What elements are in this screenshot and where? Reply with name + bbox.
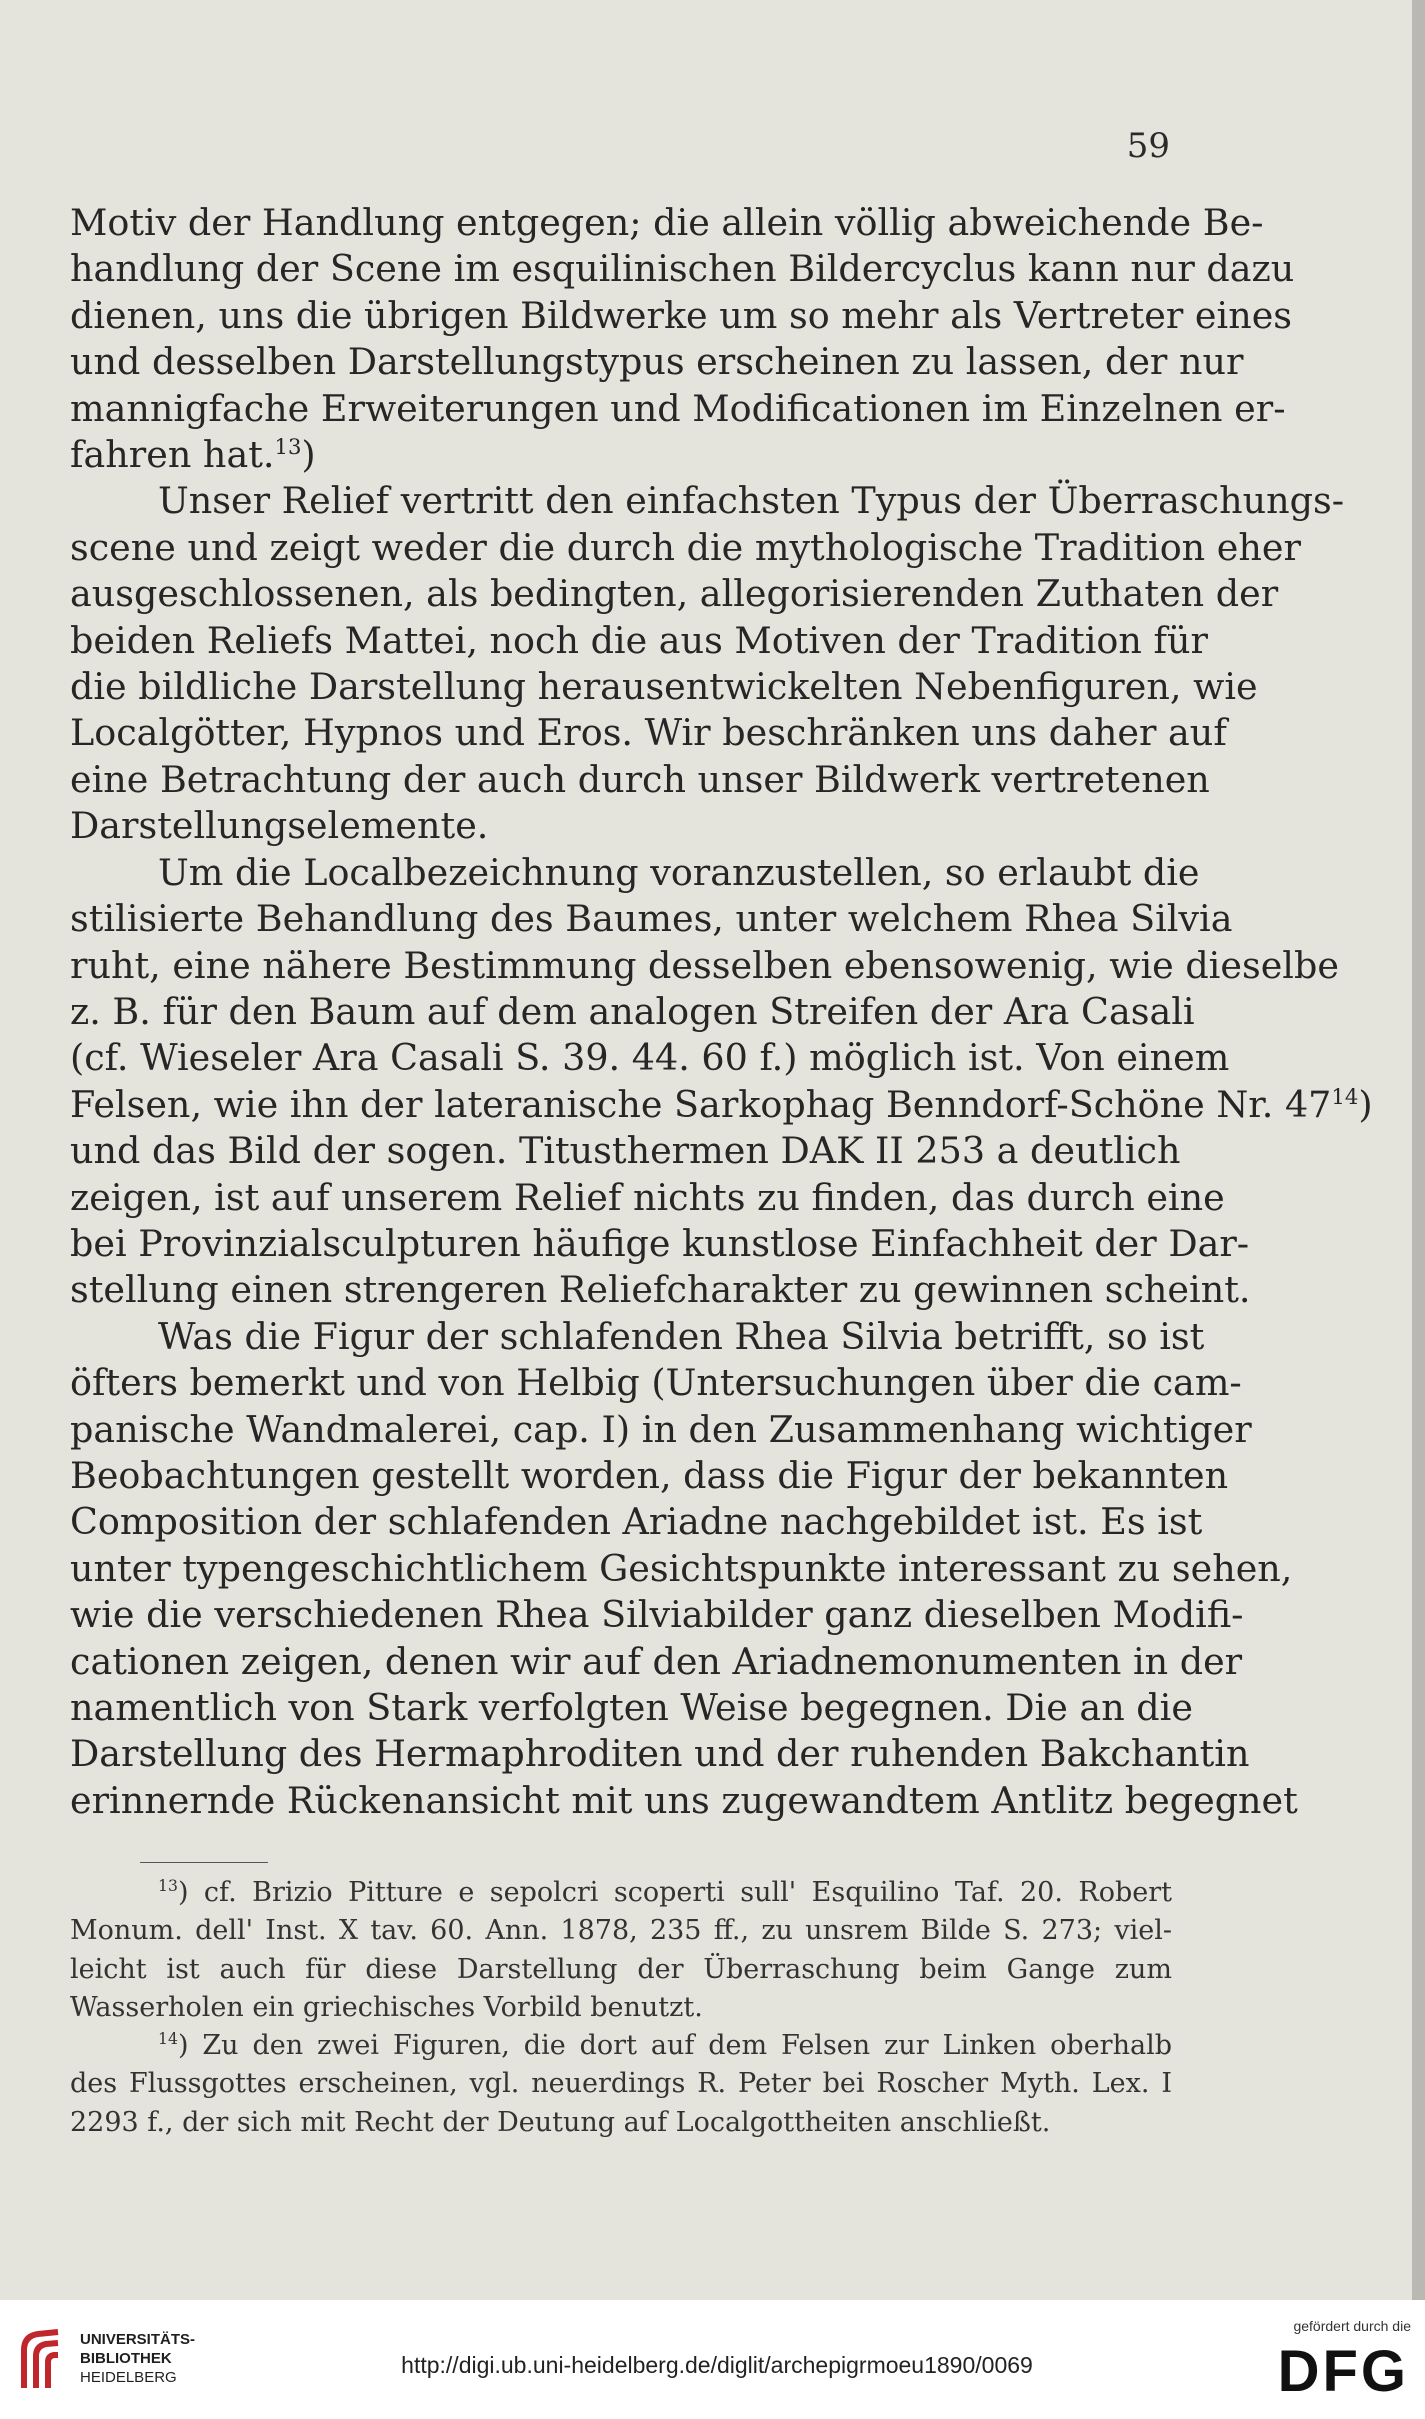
text-line	[70, 1360, 1242, 1406]
text-line	[70, 1639, 1243, 1685]
footnote-ref[interactable]: 13	[274, 433, 302, 459]
footnote-divider	[140, 1862, 268, 1863]
text-line	[70, 1592, 1244, 1638]
text-line-content: Darstellung des Hermaphroditen und der ruhenden Bakchantin	[70, 1732, 1250, 1776]
text-line	[70, 339, 1244, 385]
text-line-content: bei Provinzialsculpturen häufige kunstlose Einfachheit der Dar-	[70, 1221, 1250, 1265]
funded-by-label: gefördert durch die	[1293, 2318, 1411, 2334]
text-line-content: Localgötter, Hypnos und Eros. Wir beschränken uns daher auf	[70, 711, 1227, 755]
library-name-line: BIBLIOTHEK	[80, 2350, 172, 2367]
footnote-line	[70, 1989, 1172, 2027]
text-line	[70, 1082, 1373, 1128]
text-line-content: (cf. Wieseler Ara Casali S. 39. 44. 60 f.) möglich ist. Von einem	[70, 1036, 1230, 1080]
text-line-content: und desselben Darstellungstypus erscheinen zu lassen, der nur	[70, 340, 1244, 384]
library-name-line: UNIVERSITÄTS-	[80, 2331, 196, 2348]
text-line-content: und das Bild der sogen. Titusthermen DAK II 253 a deutlich	[70, 1129, 1181, 1173]
footnote-line-content: ) cf. Brizio Pitture e sepolcri scoperti sull' Esquilino Taf. 20. Robert	[177, 1877, 1172, 1908]
text-line	[70, 896, 1233, 942]
text-line	[70, 432, 1172, 478]
text-line	[70, 386, 1286, 432]
footnote-line-content: Monum. dell' Inst. X tav. 60. Ann. 1878, 235 ff., zu unsrem Bilde S. 273; viel-	[70, 1915, 1172, 1947]
text-line-content: dienen, uns die übrigen Bildwerke um so mehr als Vertreter eines	[70, 293, 1293, 337]
text-line-content: wie die verschiedenen Rhea Silviabilder ganz dieselben Modifi-	[70, 1593, 1244, 1637]
footnote-line-content: des Flussgottes erscheinen, vgl. neuerdings R. Peter bei Roscher Myth. Lex. I	[70, 2068, 1172, 2100]
footnote-number: 14	[158, 2029, 178, 2049]
text-line	[70, 664, 1258, 710]
text-line	[70, 943, 1339, 989]
footnote-number: 13	[158, 1876, 178, 1895]
text-line	[70, 757, 1210, 803]
footnotes	[70, 1874, 1172, 2142]
text-line-content: Darstellungselemente.	[70, 804, 489, 848]
text-line-content: stilisierte Behandlung des Baumes, unter welchem Rhea Silvia	[70, 897, 1233, 941]
text-line-content: fahren hat.	[70, 433, 275, 477]
text-line-content: namentlich von Stark verfolgten Weise begegnen. Die an die	[70, 1686, 1193, 1729]
footnote-line	[70, 1912, 1172, 1950]
footnote-ref-paren: )	[301, 433, 316, 477]
text-line-content: Felsen, wie ihn der lateranische Sarkophag Benndorf-Schöne Nr. 47	[70, 1082, 1332, 1126]
text-line-content: öfters bemerkt und von Helbig (Untersuchungen über die cam-	[70, 1361, 1242, 1405]
text-line	[70, 1035, 1230, 1081]
text-line-content: zeigen, ist auf unserem Relief nichts zu finden, das durch eine	[70, 1175, 1225, 1219]
text-line	[70, 989, 1195, 1035]
text-line-content: ausgeschlossenen, als bedingten, allegorisierenden Zuthaten der	[70, 572, 1279, 616]
text-line-content: erinnernde Rückenansicht mit uns zugewandtem Antlitz begegnet	[70, 1778, 1298, 1822]
text-line	[70, 1314, 1205, 1360]
footnote-line-content: leicht ist auch für diese Darstellung der Überraschung beim Gange zum	[70, 1953, 1172, 1985]
text-line	[70, 1731, 1250, 1777]
text-line-content: Beobachtungen gestellt worden, dass die Figur der bekannten	[70, 1453, 1229, 1497]
text-line	[70, 850, 1200, 896]
text-line-content: stellung einen strengeren Reliefcharakter zu gewinnen scheint.	[70, 1268, 1251, 1312]
page-edge	[1412, 0, 1425, 2300]
library-logo-icon	[18, 2328, 64, 2394]
text-line-content: panische Wandmalerei, cap. I) in den Zusammenhang wichtiger	[70, 1407, 1252, 1451]
text-line	[70, 1685, 1193, 1731]
text-line	[70, 200, 1264, 246]
text-line	[70, 525, 1301, 571]
main-text	[70, 200, 1373, 1824]
text-line-content: unter typengeschichtlichem Gesichtspunkte interessant zu sehen,	[70, 1546, 1293, 1590]
footnote-line-content: Wasserholen ein griechisches Vorbild benutzt.	[70, 1991, 703, 2023]
text-line	[70, 571, 1279, 617]
text-line	[70, 1175, 1225, 1221]
text-line-content: Was die Figur der schlafenden Rhea Silvia betrifft, so ist	[158, 1314, 1205, 1358]
text-line	[70, 246, 1295, 292]
text-line	[70, 478, 1345, 524]
text-line-content: ruht, eine nähere Bestimmung desselben ebensowenig, wie dieselbe	[70, 943, 1339, 987]
text-line-content: Unser Relief vertritt den einfachsten Typus der Überraschungs-	[158, 479, 1345, 523]
text-line	[70, 1407, 1252, 1453]
library-name	[80, 2330, 195, 2387]
footnote-line	[70, 2065, 1172, 2103]
text-line	[70, 1221, 1250, 1267]
text-line-content: handlung der Scene im esquilinischen Bildercyclus kann nur dazu	[70, 247, 1295, 291]
text-line-content: eine Betrachtung der auch durch unser Bildwerk vertretenen	[70, 757, 1210, 801]
text-line-content: beiden Reliefs Mattei, noch die aus Motiven der Tradition für	[70, 618, 1208, 662]
dfg-logo: DFG	[1277, 2339, 1409, 2404]
text-line	[70, 293, 1293, 339]
text-line	[70, 1128, 1181, 1174]
library-name-line: HEIDELBERG	[80, 2369, 177, 2386]
footnote-line-content: ) Zu den zwei Figuren, die dort auf dem Felsen zur Linken oberhalb	[177, 2030, 1172, 2062]
footnote-line	[70, 1951, 1172, 1989]
text-line	[70, 1499, 1203, 1545]
footnote-line	[70, 1874, 1172, 1912]
text-line	[70, 1453, 1229, 1499]
text-line-content: Um die Localbezeichnung voranzustellen, so erlaubt die	[158, 850, 1200, 894]
permalink-url[interactable]: http://digi.ub.uni-heidelberg.de/diglit/archepigrmoeu1890/0069	[401, 2352, 1033, 2378]
text-line-content: Motiv der Handlung entgegen; die allein völlig abweichende Be-	[70, 201, 1264, 244]
text-line	[70, 710, 1227, 756]
footnote-ref-paren: )	[1358, 1082, 1373, 1126]
footer-bar	[0, 2300, 1425, 2419]
text-line	[70, 618, 1208, 664]
text-line	[70, 1267, 1251, 1313]
text-line-content: z. B. für den Baum auf dem analogen Streifen der Ara Casali	[70, 989, 1195, 1033]
text-line-content: scene und zeigt weder die durch die mythologische Tradition eher	[70, 525, 1301, 569]
text-line-content: mannigfache Erweiterungen und Modificationen im Einzelnen er-	[70, 386, 1286, 430]
text-line	[70, 803, 1172, 849]
text-line-content: Composition der schlafenden Ariadne nachgebildet ist. Es ist	[70, 1500, 1203, 1544]
footnote-line	[70, 2104, 1172, 2142]
footnote-ref[interactable]: 14	[1331, 1083, 1359, 1109]
text-line-content: die bildliche Darstellung herausentwickelten Nebenfiguren, wie	[70, 665, 1258, 709]
text-line	[70, 1778, 1298, 1824]
footnote-line-content: 2293 f., der sich mit Recht der Deutung auf Localgottheiten anschließt.	[70, 2106, 1051, 2138]
text-line-content: cationen zeigen, denen wir auf den Ariadnemonumenten in der	[70, 1639, 1243, 1683]
text-line	[70, 1546, 1293, 1592]
page-number: 59	[1126, 126, 1170, 166]
footnote-line	[70, 2027, 1172, 2065]
